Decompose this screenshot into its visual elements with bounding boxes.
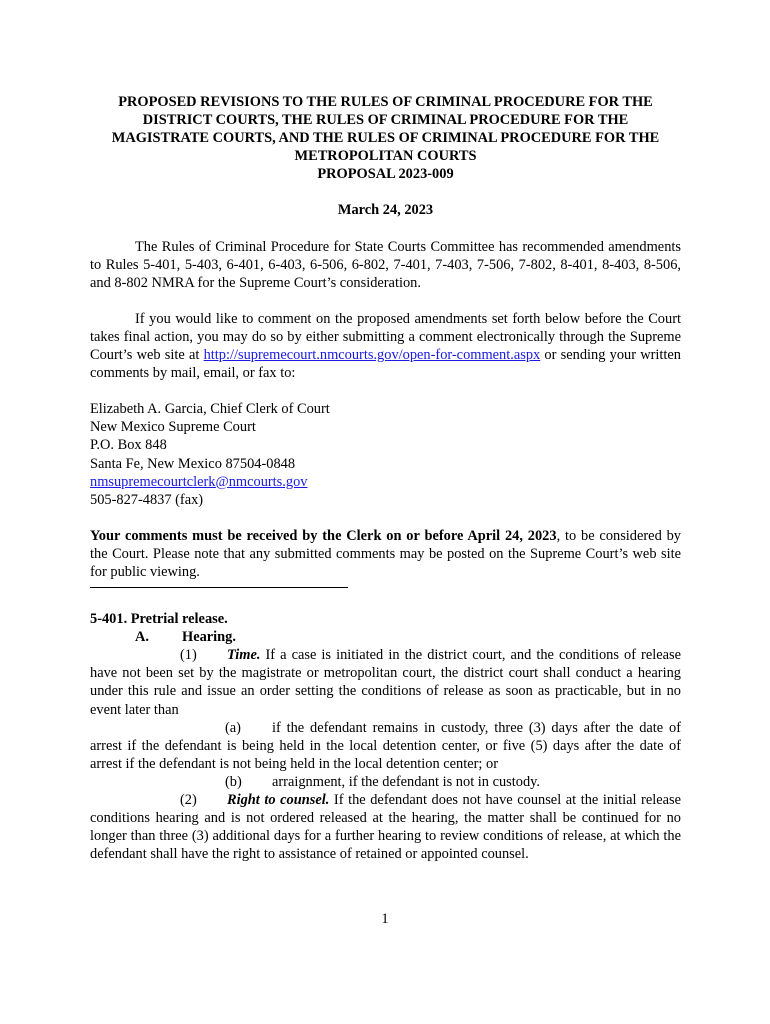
item-text: If a case is initiated in the district court, and the conditions of release have not been set by the magistrate or metropolitan court, the district court shall conduct a hearing under this rule and issue an order setting the conditions of release as soon as practicable, but in no event later than	[90, 647, 681, 718]
title-line: MAGISTRATE COURTS, AND THE RULES OF CRIMINAL PROCEDURE FOR THE	[111, 130, 660, 147]
item-text: If the defendant does not have counsel at the initial release conditions hearing and is not ordered released at the hearing, the matter shall be continued for no longer than three (3) additional days for a further hearing to review conditions of release, at which the defendant shall have the right to assistance of retained or appointed counsel.	[90, 792, 681, 863]
item-1	[90, 646, 681, 718]
rule-section	[90, 610, 681, 863]
item-text: if the defendant remains in custody, three (3) days after the date of arrest if the defendant is being held in the local detention center, or five (5) days after the date of arrest if the defendant is not being held in the local detention center; or	[90, 719, 681, 772]
comment-link[interactable]: http://supremecourt.nmcourts.gov/open-for-comment.aspx	[203, 347, 541, 364]
proposal-number: PROPOSAL 2023-009	[317, 166, 454, 183]
court-name: New Mexico Supreme Court	[90, 419, 256, 436]
item-number: (a)	[225, 719, 241, 736]
clerk-email-link[interactable]: nmsupremecourtclerk@nmcourts.gov	[90, 473, 308, 490]
item-number: (b)	[225, 773, 242, 790]
mailing-address	[90, 400, 681, 509]
instructions-text-end: or sending your written comments by mail, email, or fax to:	[90, 347, 681, 382]
item-text: arraignment, if the defendant is not in custody.	[272, 773, 541, 790]
rule-heading: 5-401. Pretrial release.	[90, 611, 228, 628]
item-2	[90, 791, 681, 863]
item-title: Time.	[227, 647, 261, 664]
document-body	[90, 93, 681, 863]
page-number: 1	[381, 911, 389, 927]
po-box: P.O. Box 848	[90, 437, 167, 454]
subsection-a-heading	[90, 628, 681, 646]
title-line: PROPOSED REVISIONS TO THE RULES OF CRIMINAL PROCEDURE FOR THE	[118, 94, 653, 110]
subsection-number: A.	[135, 629, 149, 646]
item-title: Right to counsel.	[227, 792, 330, 808]
title-line: METROPOLITAN COURTS	[294, 148, 477, 165]
instructions-text: If you would like to comment on the proposed amendments set forth below before the Court takes final action, you may do so by either submitting a comment electronically through the Supreme Court’s web site at	[90, 310, 681, 364]
title-line: DISTRICT COURTS, THE RULES OF CRIMINAL PROCEDURE FOR THE	[142, 112, 629, 129]
item-b	[90, 773, 681, 791]
deadline-text: , to be considered by the Court. Please note that any submitted comments may be posted on the Supreme Court’s web site for public viewing.	[90, 527, 681, 580]
subsection-title: Hearing.	[182, 629, 236, 646]
deadline-notice	[90, 527, 681, 581]
city-line: Santa Fe, New Mexico 87504-0848	[90, 455, 296, 472]
document-title	[90, 93, 681, 183]
deadline-bold: Your comments must be received by the Clerk on or before April 24, 2023	[90, 527, 557, 544]
item-a	[90, 719, 681, 773]
separator-line	[90, 587, 348, 588]
intro-paragraph: The Rules of Criminal Procedure for State Courts Committee has recommended amendments to Rules 5-401, 5-403, 6-401, 6-403, 6-506, 6-802, 7-401, 7-403, 7-506, 7-802, 8-401, 8-403, 8-506, and 8-802 NMRA for the Supreme Court’s consideration.	[90, 238, 681, 291]
clerk-name: Elizabeth A. Garcia, Chief Clerk of Court	[90, 401, 330, 418]
item-number: (2)	[180, 792, 197, 808]
item-number: (1)	[180, 647, 197, 664]
document-date: March 24, 2023	[337, 202, 434, 219]
fax-number: 505-827-4837 (fax)	[90, 491, 204, 508]
comment-instructions	[90, 310, 681, 382]
